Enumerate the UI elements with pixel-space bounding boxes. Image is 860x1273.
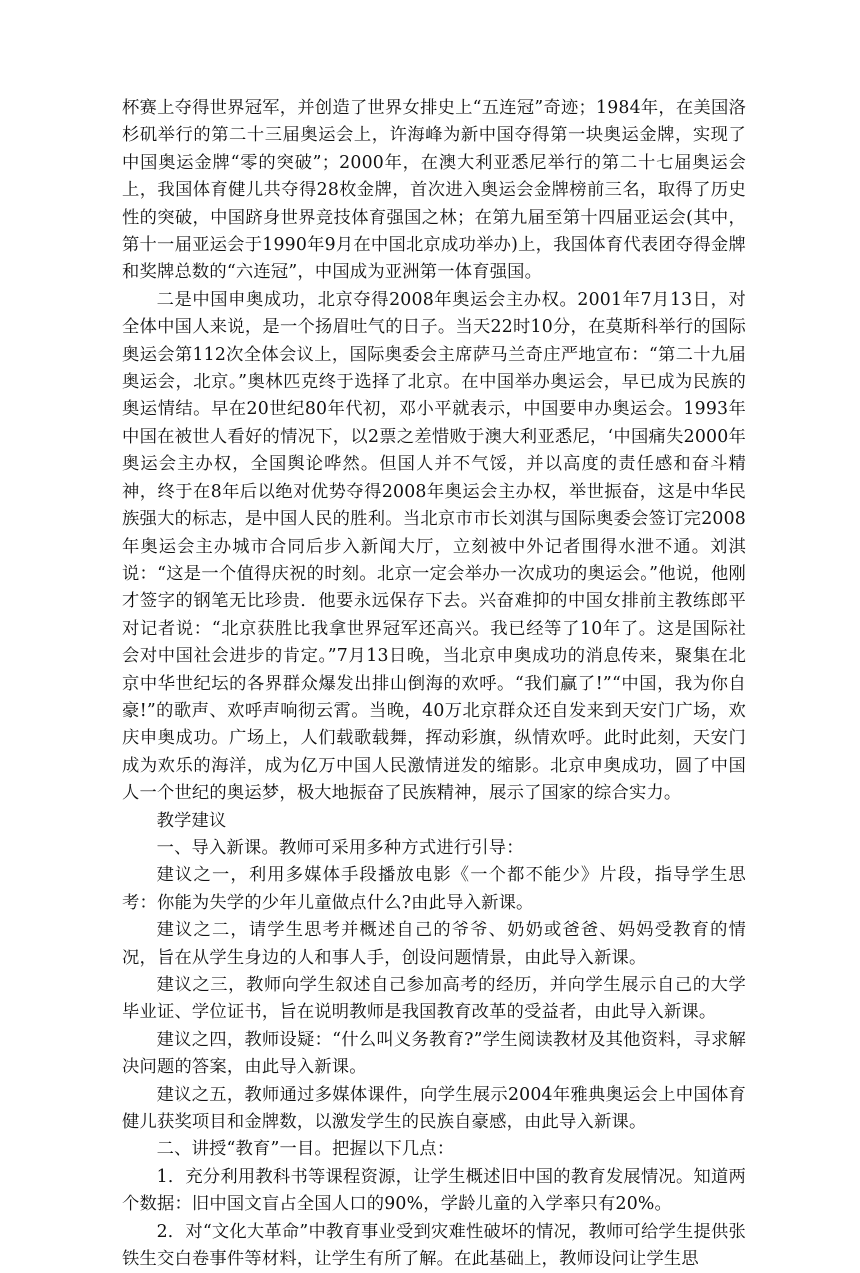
paragraph-point-1: 1．充分利用教科书等课程资源，让学生概述旧中国的教育发展情况。知道两个数据：旧中国文盲占全国人口的90%，学龄儿童的入学率只有20%。 <box>122 1166 746 1215</box>
paragraph-sports-achievements: 杯赛上夺得世界冠军，并创造了世界女排史上“五连冠”奇迹；1984年，在美国洛杉矶举行的第二十三届奥运会上，许海峰为新中国夺得第一块奥运金牌，实现了中国奥运金牌“零的突破”；2000年，在澳大利亚悉尼举行的第二十七届奥运会上，我国体育健儿共夺得28枚金牌，首次进入奥运会金牌榜前三名，取得了历史性的突破，中国跻身世界竞技体育强国之林；在第九届至第十四届亚运会(其中，第十一届亚运会于1990年9月在中国北京成功举办)上，我国体育代表团夺得金牌和奖牌总数的“六连冠”，中国成为亚洲第一体育强国。 <box>122 98 746 283</box>
paragraph-olympic-bid: 二是中国申奥成功，北京夺得2008年奥运会主办权。2001年7月13日，对全体中国人来说，是一个扬眉吐气的日子。当天22时10分，在莫斯科举行的国际奥运会第112次全体会议上，国际奥委会主席萨马兰奇庄严地宣布：“第二十九届奥运会，北京。”奥林匹克终于选择了北京。在中国举办奥运会，早已成为民族的奥运情结。早在20世纪80年代初，邓小平就表示，中国要申办奥运会。1993年中国在被世人看好的情况下，以2票之差惜败于澳大利亚悉尼，‘中国痛失2000年奥运会主办权，全国舆论哗然。但国人并不气馁，并以高度的责任感和奋斗精神，终于在8年后以绝对优势夺得2008年奥运会主办权，举世振奋，这是中华民族强大的标志，是中国人民的胜利。当北京市市长刘淇与国际奥委会签订完2008年奥运会主办城市合同后步入新闻大厅，立刻被中外记者围得水泄不通。刘淇说：“这是一个值得庆祝的时刻。北京一定会举办一次成功的奥运会。”他说，他刚才签字的钢笔无比珍贵．他要永远保存下去。兴奋难抑的中国女排前主教练郎平对记者说：“北京获胜比我拿世界冠军还高兴。我已经等了10年了。这是国际社会对中国社会进步的肯定。”7月13日晚，当北京申奥成功的消息传来，聚集在北京中华世纪坛的各界群众爆发出排山倒海的欢呼。“我们赢了!”“中国，我为你自豪!”的歌声、欢呼声响彻云霄。当晚，40万北京群众还自发来到天安门广场，欢庆申奥成功。广场上，人们载歌载舞，挥动彩旗，纵情欢呼。此时此刻，天安门成为欢乐的海洋，成为亿万中国人民激情迸发的缩影。北京申奥成功，圆了中国人一个世纪的奥运梦，极大地振奋了民族精神，展示了国家的综合实力。 <box>122 289 746 804</box>
paragraph-education-section: 二、讲授“教育”一目。把握以下几点： <box>156 1139 455 1160</box>
heading-teaching-suggestions: 教学建议 <box>156 810 227 831</box>
paragraph-suggestion-1: 建议之一，利用多媒体手段播放电影《一个都不能少》片段，指导学生思考：你能为失学的少年儿童做点什么?由此导入新课。 <box>122 865 746 913</box>
paragraph-point-2: 2．对“文化大革命”中教育事业受到灾难性破坏的情况，教师可给学生提供张铁生交白卷事件等材料，让学生有所了解。在此基础上，教师设问让学生思 <box>122 1221 746 1270</box>
paragraph-suggestion-3: 建议之三，教师向学生叙述自己参加高考的经历，并向学生展示自己的大学毕业证、学位证书，旨在说明教师是我国教育改革的受益者，由此导入新课。 <box>122 975 746 1023</box>
paragraph-suggestion-2: 建议之二，请学生思考并概述自己的爷爷、奶奶或爸爸、妈妈受教育的情况，旨在从学生身边的人和事人手，创设问题情景，由此导入新课。 <box>122 920 746 968</box>
paragraph-suggestion-5: 建议之五，教师通过多媒体课件，向学生展示2004年雅典奥运会上中国体育健儿获奖项目和金牌数，以激发学生的民族自豪感，由此导入新课。 <box>122 1084 746 1133</box>
body-text <box>122 95 746 1273</box>
paragraph-suggestion-4: 建议之四，教师设疑：“什么叫义务教育?”学生阅读教材及其他资料，寻求解决问题的答案，由此导入新课。 <box>122 1029 746 1078</box>
paragraph-introduce-lesson: 一、导入新课。教师可采用多种方式进行引导： <box>156 837 524 858</box>
